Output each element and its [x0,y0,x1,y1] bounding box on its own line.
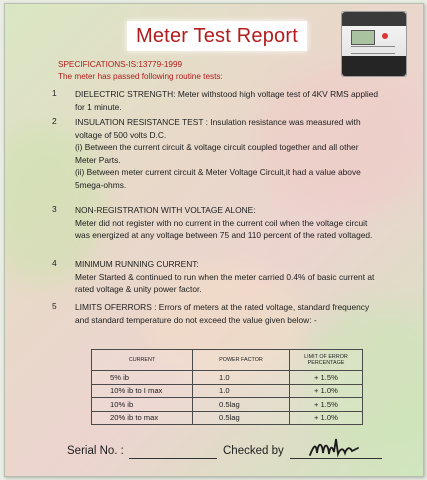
checked-by-label: Checked by [223,445,284,457]
test-number: 4 [52,258,57,268]
serial-number-line [129,458,217,459]
report-title: Meter Test Report [127,21,307,51]
cell-limit: + 1.5% [290,398,363,412]
error-limits-table [91,349,363,425]
test-item-non-registration [75,204,380,242]
table-header-row [92,350,363,371]
report-sheet [4,3,424,477]
test-item-limits-of-errors [75,301,380,326]
cell-limit: + 1.0% [290,384,363,398]
table-row [92,411,363,425]
energy-meter-image [341,11,407,77]
cell-current: 10% ib [92,398,193,412]
table-row [92,398,363,412]
test-text: Meter withstood high voltage test of 4KV RMS applied for 1 minute. [75,89,379,112]
test-text: (ii) Between meter current circuit & Meter Voltage Circuit,it had a value above 5mega-ohms. [75,167,361,190]
serial-number-label: Serial No. : [67,445,124,457]
cell-current: 10% ib to I max [92,384,193,398]
column-header-current: CURRENT [92,350,193,371]
test-number: 2 [52,116,57,126]
test-item-insulation [75,116,380,191]
test-text: Meter did not register with no current in the current coil when the voltage circuit was energized at any voltage between 75 and 110 percent of the rated voltaged. [75,217,373,240]
test-text: Meter Started & continued to run when the meter carried 0.4% of basic current at rated voltage & unity power factor. [75,271,375,294]
cell-power-factor: 0.5lag [193,398,290,412]
test-number: 5 [52,301,57,311]
cell-limit: + 1.5% [290,371,363,385]
cell-power-factor: 0.5lag [193,411,290,425]
table-row [92,371,363,385]
test-text: Errors of meters at the rated voltage, standard frequency and standard temperature do not exceed the value given below: - [75,302,370,325]
test-number: 1 [52,88,57,98]
test-heading: DIELECTRIC STRENGTH: [75,89,176,99]
specification-line: SPECIFICATIONS-IS:13779-1999 [58,60,183,69]
test-text: Insulation resistance was measured with voltage of 500 volts D.C. [75,117,361,140]
cell-power-factor: 1.0 [193,371,290,385]
test-heading: NON-REGISTRATION WITH VOLTAGE ALONE: [75,205,256,215]
cell-limit: + 1.0% [290,411,363,425]
cell-power-factor: 1.0 [193,384,290,398]
intro-line: The meter has passed following routine tests: [58,72,223,81]
table-row [92,384,363,398]
column-header-limit-of-error: LIMIT OF ERROR PERCENTAGE [290,350,363,371]
column-header-power-factor: POWER FACTOR [193,350,290,371]
test-heading: INSULATION RESISTANCE TEST : [75,117,208,127]
test-text: (i) Between the current circuit & voltage circuit coupled together and all other Meter Parts. [75,142,359,165]
test-heading: LIMITS OFERRORS : [75,302,157,312]
cell-current: 20% ib to max [92,411,193,425]
test-item-dielectric [75,88,380,113]
test-heading: MINIMUM RUNNING CURRENT: [75,259,199,269]
test-item-minimum-running [75,258,380,296]
cell-current: 5% ib [92,371,193,385]
signature-icon [308,435,360,461]
test-number: 3 [52,204,57,214]
